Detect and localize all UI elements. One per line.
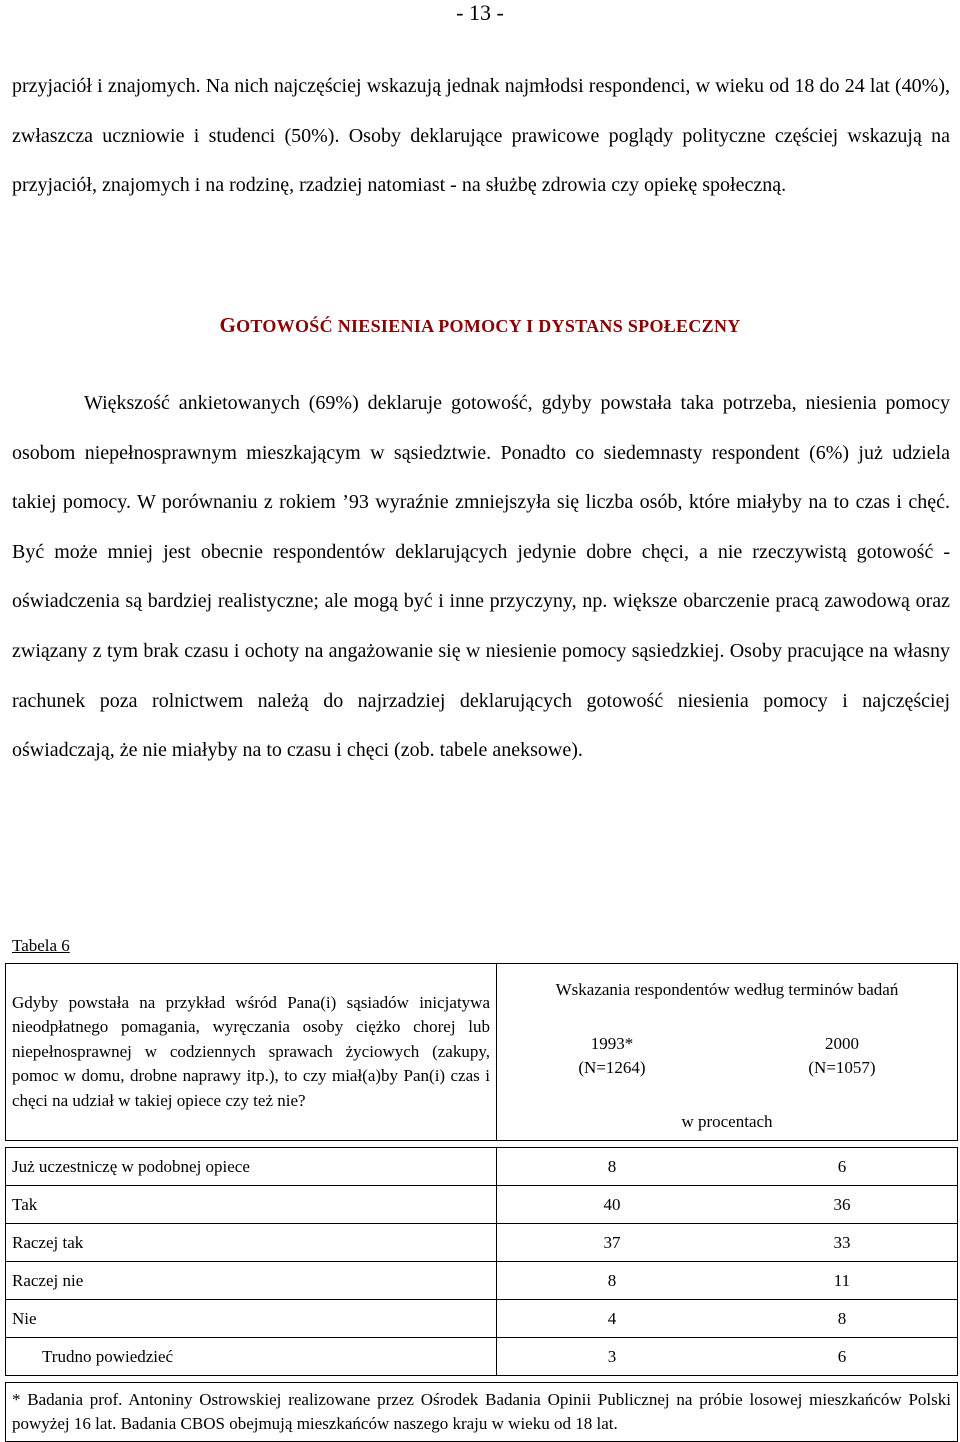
row-label: Tak	[6, 1186, 497, 1224]
row-label: Trudno powiedzieć	[6, 1338, 497, 1376]
value-2000: 6	[727, 1338, 958, 1376]
row-label: Raczej nie	[6, 1262, 497, 1300]
value-2000: 8	[727, 1300, 958, 1338]
unit-label: w procentach	[497, 1097, 958, 1141]
value-1993: 40	[497, 1186, 727, 1224]
column-1993-n: (N=1264)	[578, 1058, 646, 1078]
table-label: Tabela 6	[12, 936, 70, 955]
column-2000-n: (N=1057)	[808, 1058, 876, 1078]
paragraph-body: Większość ankietowanych (69%) deklaruje gotowość, gdyby powstała taka potrzeba, niesienia pomocy osobom niepełnosprawnym mieszkającym w sąsiedztwie. Ponadto co siedemnasty respondent (6%) już udziela takiej pomocy. W porównaniu z rokiem ’93 wyraźnie zmniejszyła się liczba osób, które miałyby na to czas i chęć. Być może mniej jest obecnie respondentów deklarujących jedynie dobre chęci, a nie rzeczywistą gotowość - oświadczenia są bardziej realistyczne; ale mogą być i inne przyczyny, np. większe obarczenie pracą zawodową oraz związany z tym brak czasu i ochoty na angażowanie się w niesienie pomocy sąsiedzkiej. Osoby pracujące na własny rachunek poza rolnictwem należą do najrzadziej deklarujących gotowość niesienia pomocy i najczęściej oświadczają, że nie miałyby na to czasu i chęci (zob. tabele aneksowe).	[12, 392, 950, 762]
value-1993: 8	[497, 1262, 727, 1300]
value-2000: 6	[727, 1148, 958, 1186]
question-cell: Gdyby powstała na przykład wśród Pana(i) sąsiadów inicjatywa nieodpłatnego pomagania, wyręczania osoby ciężko chorej lub niepełnosprawnej w codziennych sprawach życiowych (zakupy, pomoc w domu, drobne naprawy itp.), to czy miał(a)by Pan(i) czas i chęci na udział w takiej opiece czy też nie?	[6, 964, 497, 1141]
table-row	[6, 1224, 958, 1262]
table-row	[6, 1338, 958, 1376]
table-row	[6, 1148, 958, 1186]
column-1993-year: 1993*	[590, 1034, 634, 1054]
row-label: Już uczestniczę w podobnej opiece	[6, 1148, 497, 1186]
column-1993-header	[497, 1015, 727, 1097]
value-2000: 11	[727, 1262, 958, 1300]
heading-rest: NIESIENIA POMOCY I DYSTANS SPOŁECZNY	[337, 316, 741, 336]
heading-first-word: OTOWOŚĆ	[236, 316, 333, 336]
table-row	[6, 1300, 958, 1338]
paragraph-intro: przyjaciół i znajomych. Na nich najczęściej wskazują jednak najmłodsi respondenci, w wieku od 18 do 24 lat (40%), zwłaszcza uczniowie i studenci (50%). Osoby deklarujące prawicowe poglądy polityczne częściej wskazują na przyjaciół, znajomych i na rodzinę, rzadziej natomiast - na służbę zdrowia czy opiekę społeczną.	[12, 75, 950, 197]
page-number: - 13 -	[456, 0, 504, 25]
table-row	[6, 1262, 958, 1300]
section-heading	[0, 312, 960, 339]
value-1993: 8	[497, 1148, 727, 1186]
table-header: Wskazania respondentów według terminów badań	[497, 964, 958, 1016]
row-label: Raczej tak	[6, 1224, 497, 1262]
column-2000-year: 2000	[824, 1034, 859, 1054]
row-label: Nie	[6, 1300, 497, 1338]
column-2000-header	[727, 1015, 958, 1097]
value-2000: 36	[727, 1186, 958, 1224]
value-2000: 33	[727, 1224, 958, 1262]
value-1993: 4	[497, 1300, 727, 1338]
table-row	[6, 1186, 958, 1224]
heading-initial: G	[219, 313, 237, 337]
value-1993: 3	[497, 1338, 727, 1376]
survey-table	[5, 963, 958, 1442]
table-footnote: * Badania prof. Antoniny Ostrowskiej realizowane przez Ośrodek Badania Opinii Publicznej na próbie losowej mieszkańców Polski powyżej 16 lat. Badania CBOS obejmują mieszkańców naszego kraju w wieku od 18 lat.	[6, 1383, 958, 1442]
value-1993: 37	[497, 1224, 727, 1262]
